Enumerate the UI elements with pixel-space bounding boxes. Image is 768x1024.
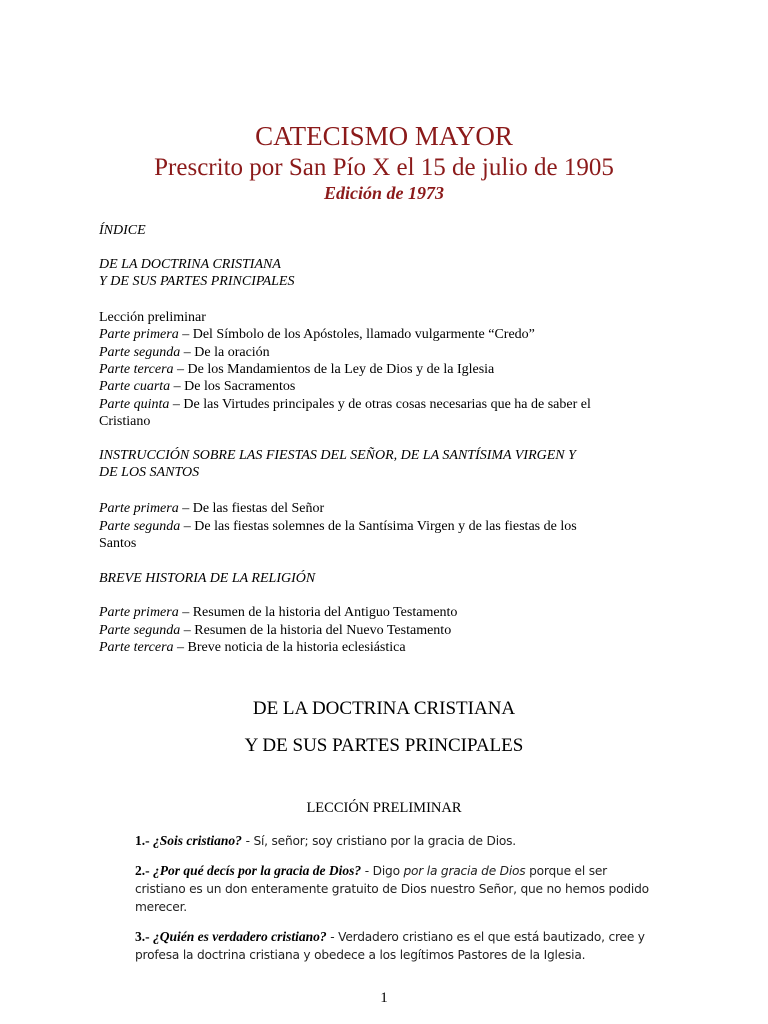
index-item: Parte primera – De las fiestas del Señor [99, 501, 325, 516]
document-subtitle: Prescrito por San Pío X el 15 de julio de 1905 [154, 154, 614, 181]
section-heading: DE LA DOCTRINA CRISTIANA [252, 698, 516, 719]
edition-line: Edición de 1973 [324, 183, 444, 203]
index-heading: ÍNDICE [99, 223, 146, 238]
index-item: Parte segunda – Resumen de la historia del Nuevo Testamento [99, 623, 452, 638]
document-title: CATECISMO MAYOR [255, 121, 513, 151]
index-item: Parte segunda – De las fiestas solemnes de la Santísima Virgen y de las fiestas de los [99, 519, 577, 534]
index-section-3-title: BREVE HISTORIA DE LA RELIGIÓN [99, 571, 316, 586]
index-item: Parte tercera – Breve noticia de la historia eclesiástica [99, 640, 406, 655]
index-section-1-title: DE LA DOCTRINA CRISTIANA [99, 257, 281, 272]
index-item-cont: Santos [99, 536, 137, 551]
index-item: Parte primera – Del Símbolo de los Apóstoles, llamado vulgarmente “Credo” [99, 327, 535, 342]
question-item: 1.- ¿Sois cristiano? - Sí, señor; soy cristiano por la gracia de Dios. [135, 833, 516, 848]
index-section-1-title-cont: Y DE SUS PARTES PRINCIPALES [99, 274, 295, 289]
question-item: 2.- ¿Por qué decís por la gracia de Dios? - Digo por la gracia de Dios porque el ser cristiano es un don enteramente gratuito de Dios nuestro Señor, que no hemos podido merecer. [135, 863, 649, 914]
index-item-leccion: Lección preliminar [99, 310, 206, 325]
index-item: Parte tercera – De los Mandamientos de la Ley de Dios y de la Iglesia [99, 362, 495, 377]
question-item: 3.- ¿Quién es verdadero cristiano? - Verdadero cristiano es el que está bautizado, cree y profesa la doctrina cristiana y obedece a los legítimos Pastores de la Iglesia. [135, 929, 645, 962]
index-section-2-title-cont: DE LOS SANTOS [99, 465, 200, 480]
section-heading-cont: Y DE SUS PARTES PRINCIPALES [244, 735, 524, 756]
index-item: Parte quinta – De las Virtudes principales y de otras cosas necesarias que ha de saber el [99, 397, 591, 412]
page-number: 1 [380, 990, 388, 1006]
lesson-heading: LECCIÓN PRELIMINAR [306, 800, 462, 816]
index-item: Parte primera – Resumen de la historia del Antiguo Testamento [99, 605, 458, 620]
index-section-2-title: INSTRUCCIÓN SOBRE LAS FIESTAS DEL SEÑOR, DE LA SANTÍSIMA VIRGEN Y [99, 448, 576, 463]
index-item: Parte segunda – De la oración [99, 345, 270, 360]
index-item-cont: Cristiano [99, 414, 151, 429]
index-item: Parte cuarta – De los Sacramentos [99, 379, 296, 394]
